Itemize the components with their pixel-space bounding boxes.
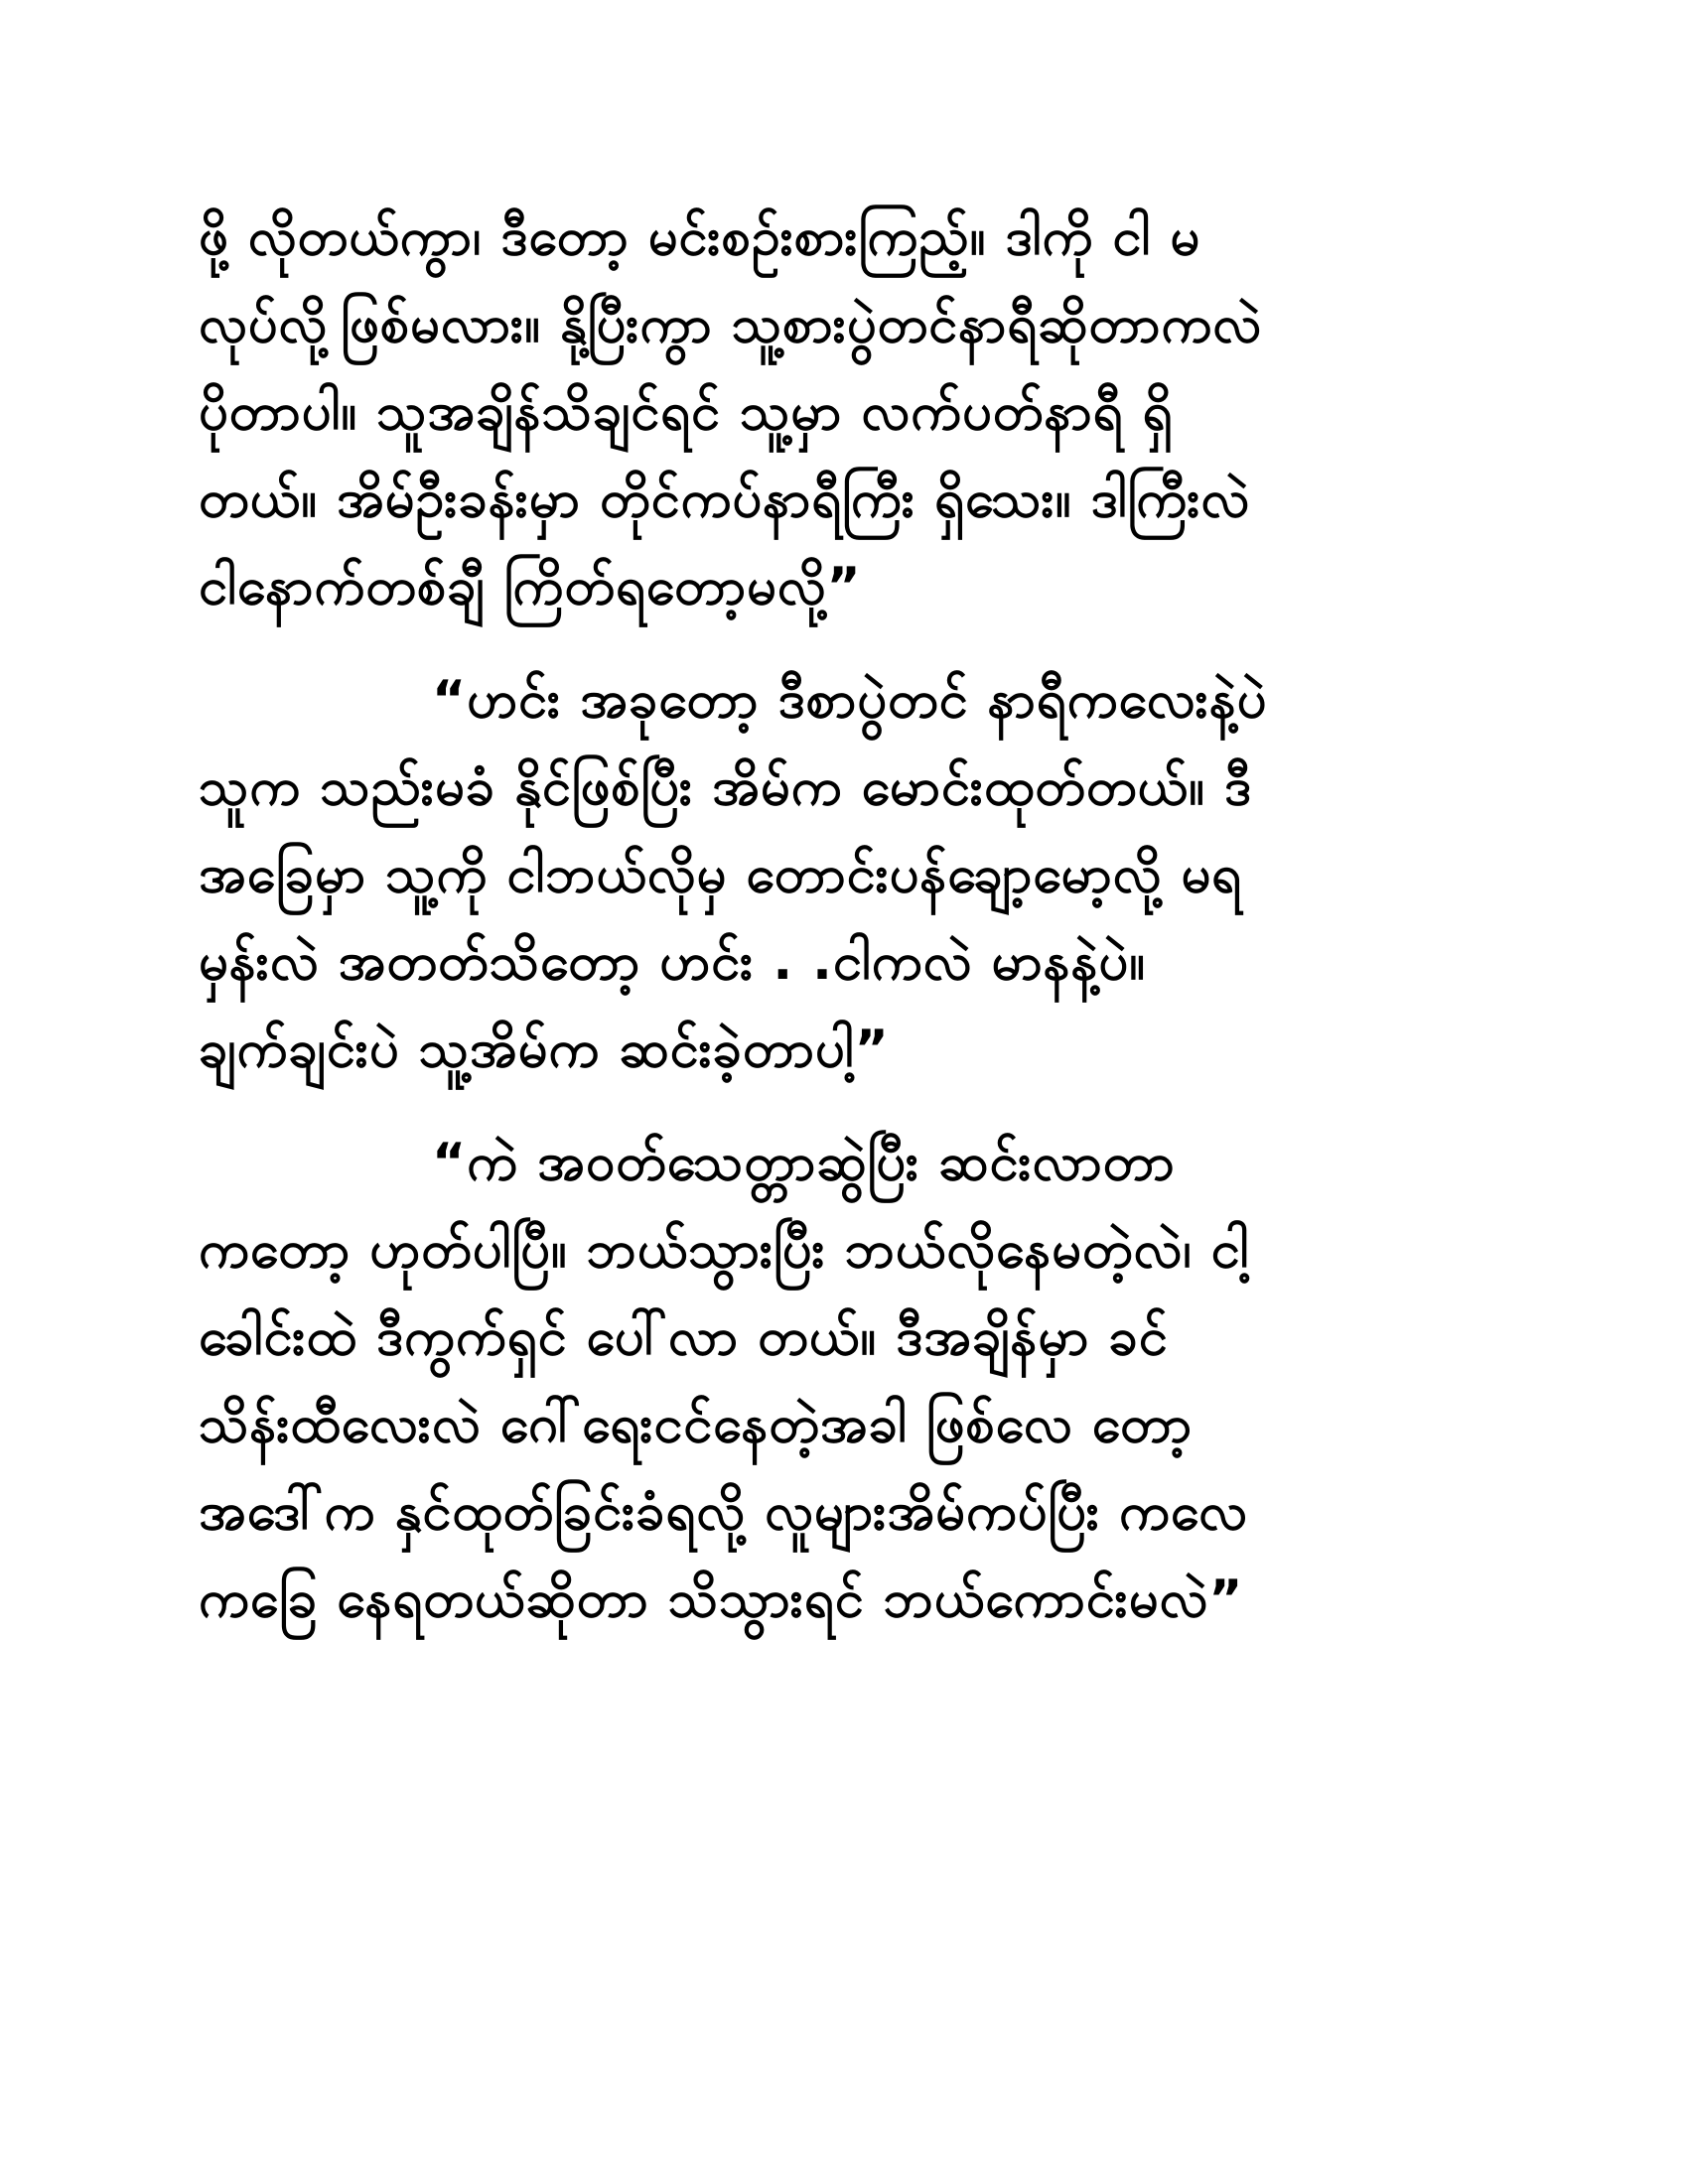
paragraph-2: [199, 656, 1489, 1093]
text-line: သိန်းထီလေးလဲ ဂေါ်ရေးငင်နေတဲ့အခါ ဖြစ်လေ တော့: [199, 1395, 1193, 1454]
text-line: ငါနောက်တစ်ချီ ကြိတ်ရတော့မလို့”: [199, 557, 862, 616]
text-line: ခေါင်းထဲ ဒီကွက်ရှင် ပေါ်လာ တယ်။ ဒီအချိန်မှာ ခင်: [199, 1307, 1169, 1367]
text-line: ကခြေ နေရတယ်ဆိုတာ သိသွားရင် ဘယ်ကောင်းမလဲ”: [199, 1570, 1244, 1629]
paragraph-3: [199, 1119, 1489, 1643]
body-text: [199, 194, 1489, 1643]
text-line: ပိုတာပါ။ သူအချိန်သိချင်ရင် သူ့မှာ လက်ပတ်နာရီ ရှိ: [199, 382, 1174, 442]
text-line: မှန်းလဲ အတတ်သိတော့ ဟင်း . .ငါကလဲ မာနနဲ့ပဲ။: [199, 932, 1146, 992]
text-line: သူက သည်းမခံ နိုင်ဖြစ်ပြီး အိမ်က မောင်းထုတ်တယ်။ ဒီ: [199, 757, 1252, 817]
paragraph-1: [199, 194, 1489, 630]
text-line: အခြေမှာ သူ့ကို ငါဘယ်လိုမှ တောင်းပန်ချော့မော့လို့ မရ: [199, 845, 1243, 904]
text-line: လုပ်လို့ဖြစ်မလား။ နို့ပြီးကွာ သူ့စားပွဲတင်နာရီဆိုတာကလဲ: [199, 295, 1263, 354]
text-line: တယ်။ အိမ်ဦးခန်းမှာ တိုင်ကပ်နာရီကြီး ရှိသေး။ ဒါကြီးလဲ: [199, 470, 1251, 529]
text-line: ချက်ချင်းပဲ သူ့အိမ်က ဆင်းခဲ့တာပါ့”: [199, 1020, 890, 1079]
text-line: ကတော့ ဟုတ်ပါပြီ။ ဘယ်သွားပြီး ဘယ်လိုနေမတဲ့လဲ၊ ငါ့: [199, 1220, 1250, 1280]
text-line: အဒေါ်က နှင်ထုတ်ခြင်းခံရလို့ လူများအိမ်ကပ်ပြီး ကလေ: [199, 1482, 1248, 1542]
text-line: “ဟင်း အခုတော့ ဒီစာပွဲတင် နာရီကလေးနဲ့ပဲ: [432, 670, 1268, 730]
text-line: “ကဲ အဝတ်သေတ္တာဆွဲပြီး ဆင်းလာတာ: [432, 1133, 1176, 1192]
text-line: ဖို့ လိုတယ်ကွာ၊ ဒီတော့ မင်းစဉ်းစားကြည့်။ ဒါကို ငါ မ: [199, 207, 1201, 267]
